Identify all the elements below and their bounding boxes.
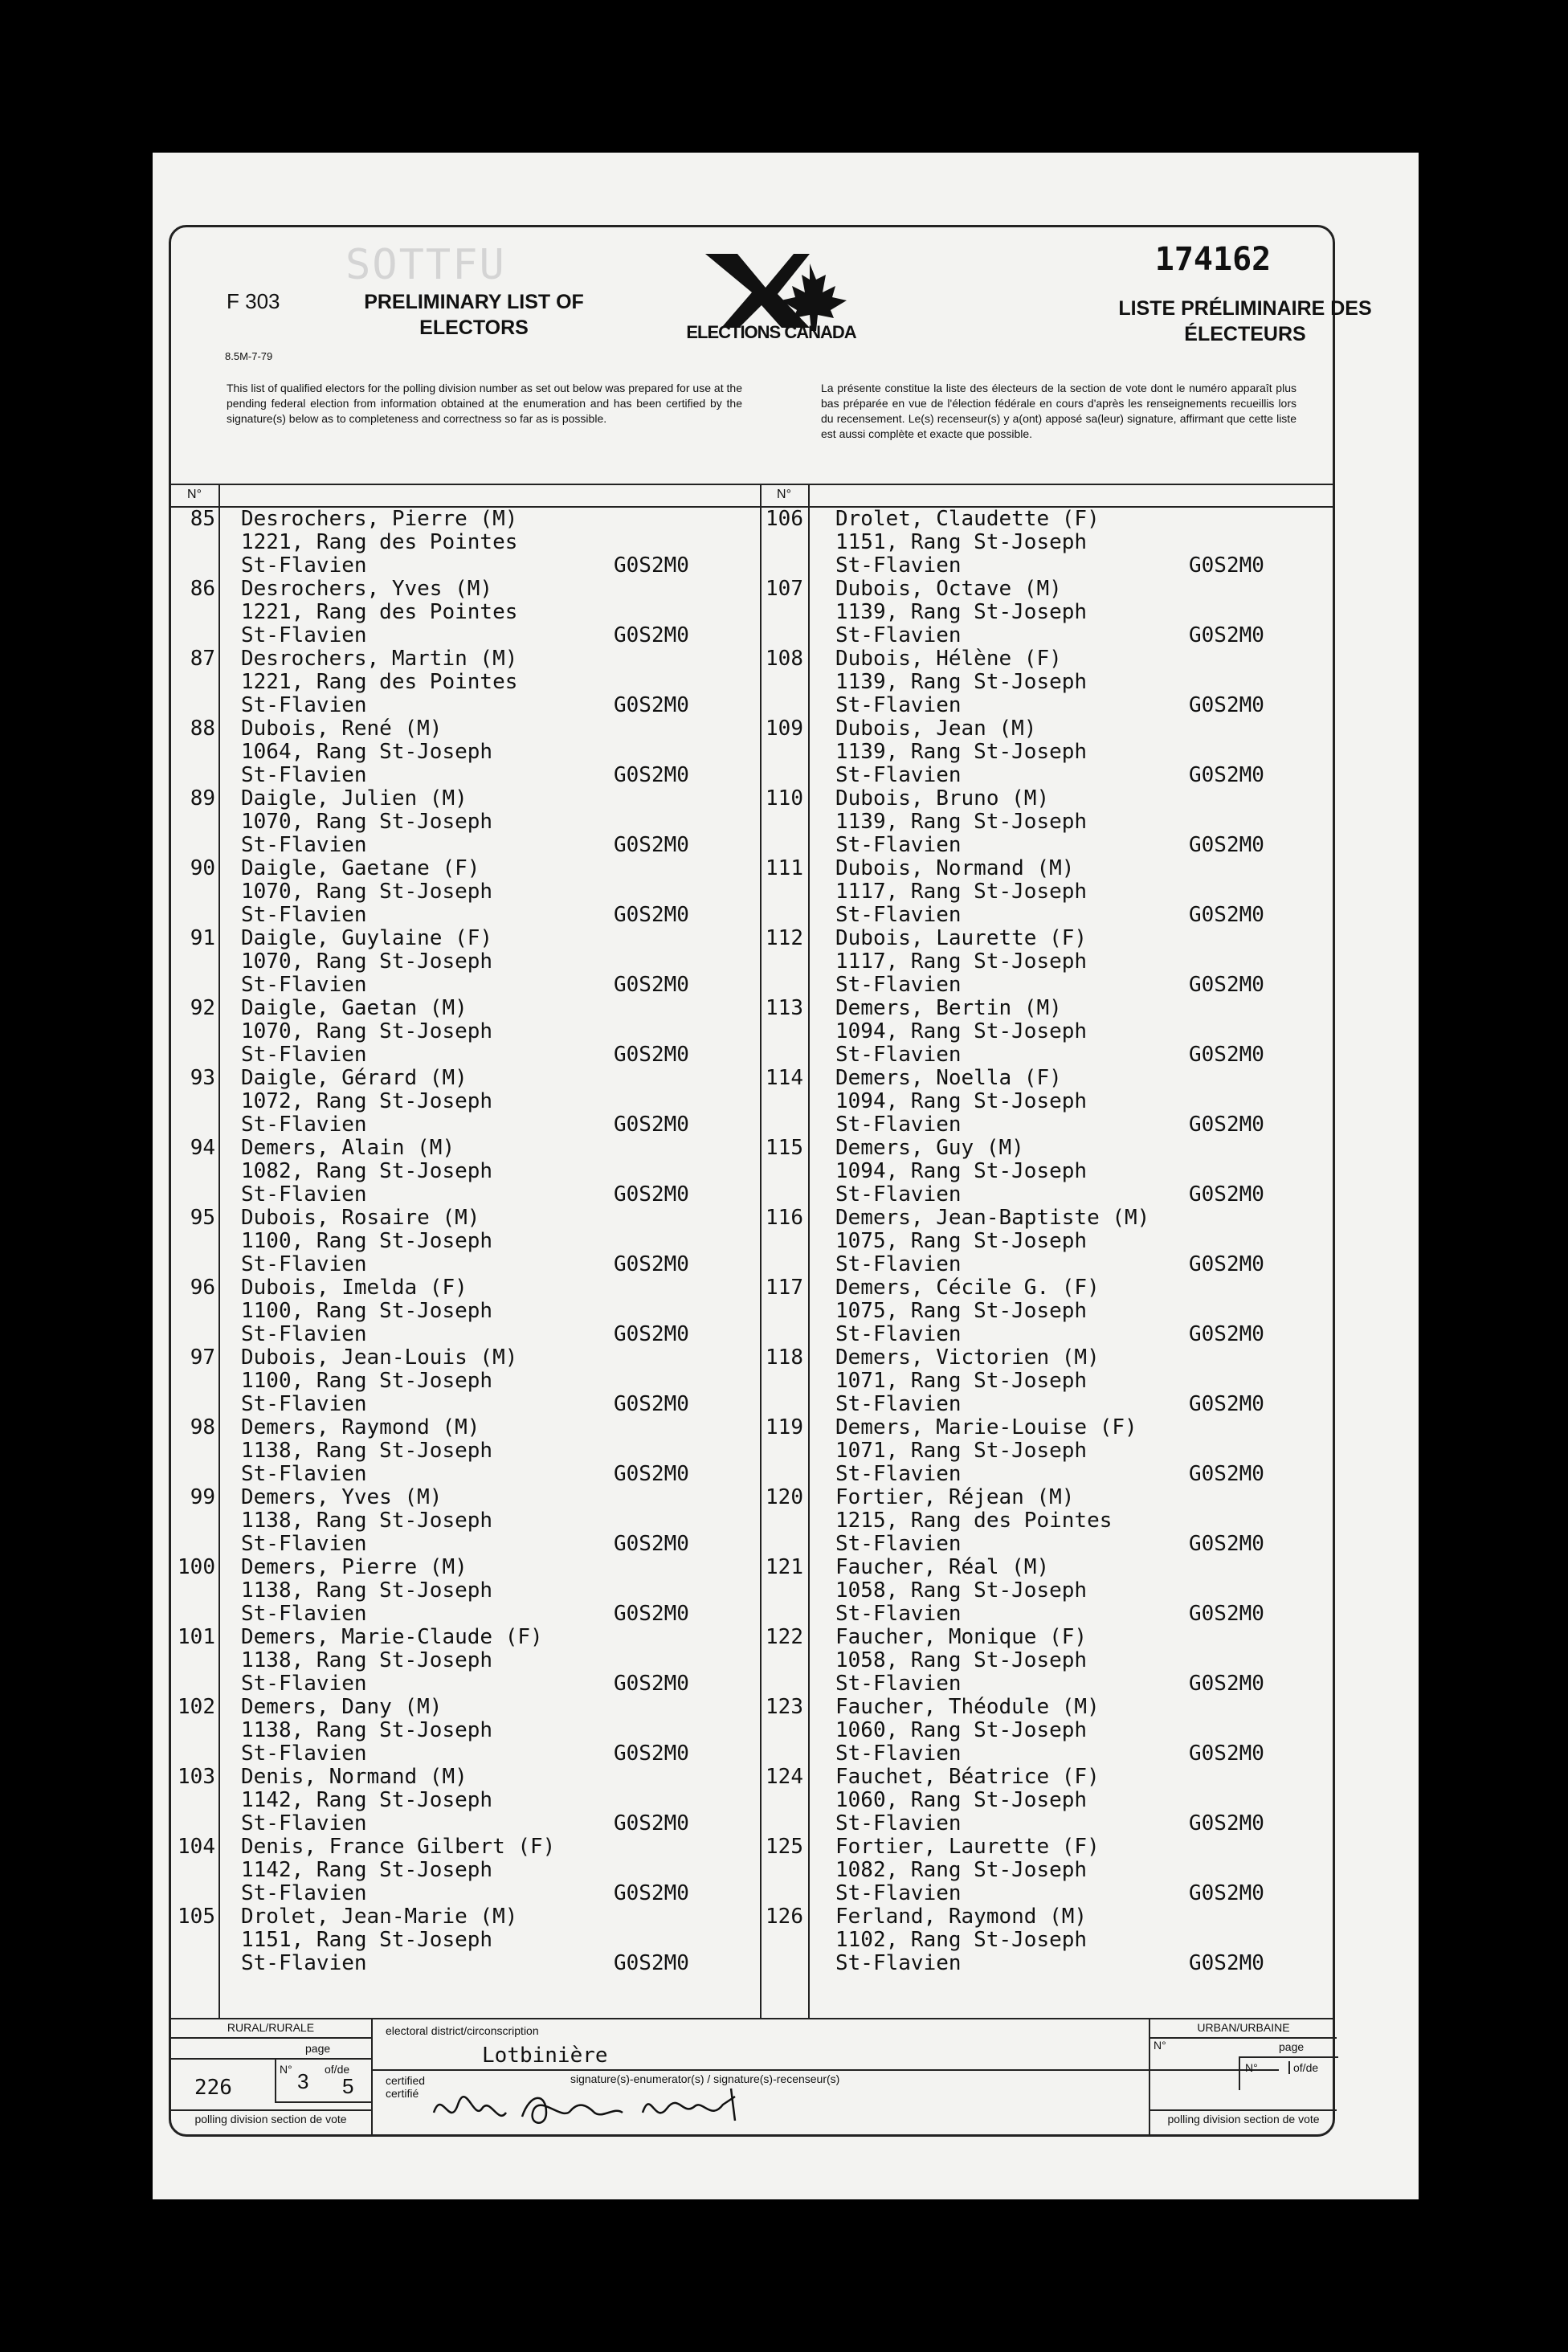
elector-address: 1102, Rang St-Joseph (835, 1928, 1088, 1952)
elector-address: 1064, Rang St-Joseph (241, 740, 493, 764)
elector-address: 1151, Rang St-Joseph (241, 1928, 493, 1952)
page-number: 3 (297, 2069, 309, 2093)
elector-city: St-Flavien (241, 833, 367, 857)
elector-postal-code: G0S2M0 (614, 903, 689, 927)
urban-page-box (1239, 2056, 1338, 2090)
elector-address: 1060, Rang St-Joseph (835, 1718, 1088, 1742)
polling-division-label: polling division section de vote (170, 2109, 371, 2125)
page-of-label: of/de (325, 2063, 350, 2076)
elector-city: St-Flavien (835, 1113, 962, 1137)
elector-address: 1100, Rang St-Joseph (241, 1369, 493, 1393)
rural-label: RURAL/RURALE (170, 2021, 371, 2039)
elector-name: Desrochers, Pierre (M) (241, 507, 518, 531)
elector-postal-code: G0S2M0 (1189, 1672, 1264, 1696)
elector-postal-code: G0S2M0 (614, 1462, 689, 1486)
elector-postal-code: G0S2M0 (614, 973, 689, 997)
elector-number: 121 (766, 1555, 803, 1579)
elector-address: 1094, Rang St-Joseph (835, 1159, 1088, 1183)
elector-number: 108 (766, 647, 803, 671)
elector-name: Daigle, Gaetan (M) (241, 996, 468, 1020)
elector-name: Faucher, Monique (F) (835, 1625, 1088, 1649)
elector-postal-code: G0S2M0 (1189, 1532, 1264, 1556)
elector-address: 1138, Rang St-Joseph (241, 1648, 493, 1672)
elector-number: 90 (190, 856, 215, 880)
elector-number: 120 (766, 1485, 803, 1509)
elector-city: St-Flavien (835, 833, 962, 857)
elector-address: 1221, Rang des Pointes (241, 670, 518, 694)
elector-address: 1060, Rang St-Joseph (835, 1788, 1088, 1812)
elector-name: Ferland, Raymond (M) (835, 1905, 1088, 1929)
elector-city: St-Flavien (835, 1742, 962, 1766)
elector-name: Fauchet, Béatrice (F) (835, 1765, 1100, 1789)
elector-city: St-Flavien (835, 903, 962, 927)
elector-postal-code: G0S2M0 (1189, 1392, 1264, 1416)
number-header-left: N° (187, 488, 202, 501)
elector-name: Demers, Yves (M) (241, 1485, 443, 1509)
elector-number: 118 (766, 1345, 803, 1370)
elector-city: St-Flavien (241, 1532, 367, 1556)
elector-name: Demers, Bertin (M) (835, 996, 1062, 1020)
elector-number: 85 (190, 507, 215, 531)
elector-number: 117 (766, 1276, 803, 1300)
elector-city: St-Flavien (241, 1043, 367, 1067)
elector-city: St-Flavien (241, 623, 367, 647)
elector-postal-code: G0S2M0 (614, 1742, 689, 1766)
elector-postal-code: G0S2M0 (1189, 973, 1264, 997)
elector-postal-code: G0S2M0 (614, 1811, 689, 1835)
elector-name: Denis, Normand (M) (241, 1765, 468, 1789)
elector-city: St-Flavien (241, 1742, 367, 1766)
elector-address: 1094, Rang St-Joseph (835, 1019, 1088, 1043)
elector-number: 103 (178, 1765, 215, 1789)
elector-number: 86 (190, 577, 215, 601)
elector-number: 109 (766, 717, 803, 741)
urban-label: URBAN/URBAINE (1150, 2021, 1337, 2039)
elector-address: 1142, Rang St-Joseph (241, 1788, 493, 1812)
title-english: PRELIMINARY LIST OF ELECTORS (364, 291, 584, 339)
elector-number: 110 (766, 786, 803, 811)
elector-city: St-Flavien (835, 1672, 962, 1696)
elector-city: St-Flavien (241, 1252, 367, 1276)
certified-label: certified certifié (386, 2074, 426, 2100)
faded-stamp: SOTTFU (345, 241, 506, 289)
elector-number: 106 (766, 507, 803, 531)
elector-address: 1221, Rang des Pointes (241, 530, 518, 554)
signature-label: signature(s)-enumerator(s) / signature(s)-recenseur(s) (570, 2072, 840, 2085)
elector-name: Dubois, Rosaire (M) (241, 1206, 480, 1230)
elector-city: St-Flavien (835, 1182, 962, 1207)
elector-city: St-Flavien (835, 763, 962, 787)
logo-text: ELECTIONS CANADA (686, 322, 856, 342)
elector-postal-code: G0S2M0 (614, 553, 689, 578)
elector-name: Dubois, René (M) (241, 717, 443, 741)
enumerator-signature (426, 2080, 763, 2137)
elector-name: Dubois, Octave (M) (835, 577, 1062, 601)
elector-city: St-Flavien (835, 1252, 962, 1276)
elector-number: 98 (190, 1415, 215, 1439)
elector-name: Faucher, Réal (M) (835, 1555, 1050, 1579)
elector-city: St-Flavien (241, 1322, 367, 1346)
elector-number: 124 (766, 1765, 803, 1789)
district-rule (371, 2069, 1279, 2071)
print-code: 8.5M-7-79 (225, 350, 273, 362)
elector-city: St-Flavien (241, 903, 367, 927)
elector-postal-code: G0S2M0 (1189, 1182, 1264, 1207)
elector-address: 1138, Rang St-Joseph (241, 1578, 493, 1603)
elector-name: Desrochers, Yves (M) (241, 577, 493, 601)
elector-postal-code: G0S2M0 (614, 1951, 689, 1975)
elector-number: 101 (178, 1625, 215, 1649)
urban-of-label: of/de (1288, 2061, 1318, 2074)
urban-page-label: page (1279, 2040, 1305, 2053)
elector-postal-code: G0S2M0 (614, 623, 689, 647)
elector-postal-code: G0S2M0 (614, 1043, 689, 1067)
elector-number: 97 (190, 1345, 215, 1370)
title-french: LISTE PRÉLIMINAIRE DES ÉLECTEURS (1118, 297, 1372, 345)
elector-number: 95 (190, 1206, 215, 1230)
elector-postal-code: G0S2M0 (614, 763, 689, 787)
number-header-right: N° (777, 488, 791, 501)
elector-name: Denis, France Gilbert (F) (241, 1835, 556, 1859)
elector-postal-code: G0S2M0 (1189, 1881, 1264, 1905)
elector-postal-code: G0S2M0 (614, 693, 689, 717)
elector-number: 107 (766, 577, 803, 601)
elector-city: St-Flavien (241, 1811, 367, 1835)
elector-name: Daigle, Gérard (M) (241, 1066, 468, 1090)
elector-name: Demers, Pierre (M) (241, 1555, 468, 1579)
elector-postal-code: G0S2M0 (1189, 1113, 1264, 1137)
elector-address: 1138, Rang St-Joseph (241, 1509, 493, 1533)
polling-division-number: 226 (194, 2076, 232, 2100)
elector-city: St-Flavien (241, 973, 367, 997)
page-box (275, 2060, 373, 2103)
elector-number: 122 (766, 1625, 803, 1649)
district-label: electoral district/circonscription (386, 2024, 539, 2037)
elector-number: 99 (190, 1485, 215, 1509)
elector-postal-code: G0S2M0 (1189, 1462, 1264, 1486)
elector-city: St-Flavien (241, 553, 367, 578)
elector-number: 114 (766, 1066, 803, 1090)
elector-name: Demers, Alain (M) (241, 1136, 455, 1160)
rural-box (170, 2018, 373, 2137)
elector-address: 1138, Rang St-Joseph (241, 1439, 493, 1463)
elector-name: Demers, Noella (F) (835, 1066, 1062, 1090)
elector-postal-code: G0S2M0 (614, 1322, 689, 1346)
elector-postal-code: G0S2M0 (614, 1602, 689, 1626)
urban-polling-label: polling division section de vote (1150, 2109, 1337, 2125)
intro-french: La présente constitue la liste des électeurs de la section de vote dont le numéro apparaît plus bas préparée en vue de l'élection fédérale en cours d'après les renseignements recueillis lors du recensement. Le(s) recenseur(s) y a(ont) apposé sa(leur) signature, affirmant que cette liste est aussi complète et exacte que possible. (821, 382, 1296, 440)
elector-name: Dubois, Bruno (M) (835, 786, 1050, 811)
elector-city: St-Flavien (835, 623, 962, 647)
elector-name: Dubois, Hélène (F) (835, 647, 1062, 671)
elector-number: 119 (766, 1415, 803, 1439)
elector-address: 1139, Rang St-Joseph (835, 740, 1088, 764)
elector-address: 1072, Rang St-Joseph (241, 1089, 493, 1113)
elector-number: 96 (190, 1276, 215, 1300)
elector-city: St-Flavien (835, 1322, 962, 1346)
elector-address: 1139, Rang St-Joseph (835, 670, 1088, 694)
elector-number: 87 (190, 647, 215, 671)
rural-page-label: page (305, 2042, 331, 2055)
elector-postal-code: G0S2M0 (1189, 763, 1264, 787)
elector-address: 1151, Rang St-Joseph (835, 530, 1088, 554)
elector-postal-code: G0S2M0 (1189, 1742, 1264, 1766)
urban-box (1149, 2018, 1337, 2137)
left-number-column-rule (218, 484, 220, 2018)
elector-city: St-Flavien (835, 1881, 962, 1905)
elector-name: Demers, Raymond (M) (241, 1415, 480, 1439)
elector-city: St-Flavien (835, 1043, 962, 1067)
elector-name: Demers, Guy (M) (835, 1136, 1024, 1160)
elector-number: 88 (190, 717, 215, 741)
elector-city: St-Flavien (835, 1462, 962, 1486)
form-number: F 303 (227, 289, 280, 313)
elector-city: St-Flavien (241, 1951, 367, 1975)
elector-number: 93 (190, 1066, 215, 1090)
elector-name: Demers, Jean-Baptiste (M) (835, 1206, 1150, 1230)
elector-address: 1075, Rang St-Joseph (835, 1229, 1088, 1253)
elector-name: Fortier, Réjean (M) (835, 1485, 1075, 1509)
elector-city: St-Flavien (835, 1532, 962, 1556)
elector-address: 1082, Rang St-Joseph (241, 1159, 493, 1183)
elector-postal-code: G0S2M0 (614, 1113, 689, 1137)
elector-address: 1071, Rang St-Joseph (835, 1369, 1088, 1393)
elector-address: 1117, Rang St-Joseph (835, 880, 1088, 904)
elector-postal-code: G0S2M0 (614, 1182, 689, 1207)
elector-name: Desrochers, Martin (M) (241, 647, 518, 671)
elector-address: 1094, Rang St-Joseph (835, 1089, 1088, 1113)
elector-postal-code: G0S2M0 (614, 1532, 689, 1556)
elector-city: St-Flavien (241, 1602, 367, 1626)
page-no-label: N° (280, 2063, 292, 2076)
elector-city: St-Flavien (835, 973, 962, 997)
elector-name: Demers, Marie-Louise (F) (835, 1415, 1137, 1439)
elector-address: 1221, Rang des Pointes (241, 600, 518, 624)
elector-address: 1139, Rang St-Joseph (835, 810, 1088, 834)
elector-name: Demers, Marie-Claude (F) (241, 1625, 543, 1649)
document-page (153, 153, 1419, 2199)
elector-number: 94 (190, 1136, 215, 1160)
elector-city: St-Flavien (835, 1811, 962, 1835)
elector-postal-code: G0S2M0 (1189, 1043, 1264, 1067)
elector-address: 1100, Rang St-Joseph (241, 1229, 493, 1253)
elector-postal-code: G0S2M0 (1189, 903, 1264, 927)
elector-postal-code: G0S2M0 (614, 1672, 689, 1696)
elector-city: St-Flavien (835, 693, 962, 717)
elector-name: Dubois, Imelda (F) (241, 1276, 468, 1300)
elector-name: Demers, Cécile G. (F) (835, 1276, 1100, 1300)
elector-city: St-Flavien (241, 1113, 367, 1137)
elector-city: St-Flavien (835, 1951, 962, 1975)
elector-name: Faucher, Théodule (M) (835, 1695, 1100, 1719)
elector-city: St-Flavien (241, 1672, 367, 1696)
elector-name: Demers, Victorien (M) (835, 1345, 1100, 1370)
elector-city: St-Flavien (241, 1881, 367, 1905)
elector-number: 111 (766, 856, 803, 880)
elector-name: Demers, Dany (M) (241, 1695, 443, 1719)
elector-number: 126 (766, 1905, 803, 1929)
elector-name: Dubois, Jean (M) (835, 717, 1037, 741)
elector-number: 105 (178, 1905, 215, 1929)
elector-postal-code: G0S2M0 (1189, 693, 1264, 717)
elector-city: St-Flavien (241, 693, 367, 717)
elector-name: Fortier, Laurette (F) (835, 1835, 1100, 1859)
elector-address: 1058, Rang St-Joseph (835, 1578, 1088, 1603)
elector-address: 1070, Rang St-Joseph (241, 810, 493, 834)
elector-postal-code: G0S2M0 (614, 833, 689, 857)
urban-no-label: N° (1154, 2039, 1166, 2052)
elector-city: St-Flavien (835, 1602, 962, 1626)
elector-postal-code: G0S2M0 (614, 1881, 689, 1905)
elector-address: 1070, Rang St-Joseph (241, 1019, 493, 1043)
elector-city: St-Flavien (241, 1462, 367, 1486)
elector-address: 1070, Rang St-Joseph (241, 949, 493, 974)
elector-number: 91 (190, 926, 215, 950)
elector-name: Daigle, Julien (M) (241, 786, 468, 811)
elector-name: Dubois, Jean-Louis (M) (241, 1345, 518, 1370)
serial-number: 174162 (1154, 241, 1272, 278)
elector-city: St-Flavien (241, 1392, 367, 1416)
elector-city: St-Flavien (241, 1182, 367, 1207)
right-number-column-rule (808, 484, 810, 2018)
elector-name: Drolet, Claudette (F) (835, 507, 1100, 531)
elector-name: Drolet, Jean-Marie (M) (241, 1905, 518, 1929)
elector-address: 1058, Rang St-Joseph (835, 1648, 1088, 1672)
elector-address: 1070, Rang St-Joseph (241, 880, 493, 904)
intro-english: This list of qualified electors for the polling division number as set out below was prepared for use at the pending federal election from information obtained at the enumeration and has been certified by the signature(s) below as to completeness and correctness so far as is possible. (227, 382, 742, 425)
elector-address: 1215, Rang des Pointes (835, 1509, 1113, 1533)
elector-city: St-Flavien (835, 1392, 962, 1416)
elector-postal-code: G0S2M0 (1189, 833, 1264, 857)
elector-number: 115 (766, 1136, 803, 1160)
elector-city: St-Flavien (835, 553, 962, 578)
elector-address: 1139, Rang St-Joseph (835, 600, 1088, 624)
elector-postal-code: G0S2M0 (1189, 1322, 1264, 1346)
elector-postal-code: G0S2M0 (1189, 553, 1264, 578)
elector-address: 1138, Rang St-Joseph (241, 1718, 493, 1742)
elector-number: 92 (190, 996, 215, 1020)
elector-postal-code: G0S2M0 (1189, 1951, 1264, 1975)
elector-postal-code: G0S2M0 (614, 1392, 689, 1416)
elector-city: St-Flavien (241, 763, 367, 787)
elector-name: Dubois, Normand (M) (835, 856, 1075, 880)
elector-address: 1100, Rang St-Joseph (241, 1299, 493, 1323)
elector-number: 89 (190, 786, 215, 811)
elector-number: 102 (178, 1695, 215, 1719)
elector-number: 125 (766, 1835, 803, 1859)
elector-postal-code: G0S2M0 (614, 1252, 689, 1276)
list-top-rule (170, 484, 1335, 485)
elector-number: 116 (766, 1206, 803, 1230)
elector-postal-code: G0S2M0 (1189, 623, 1264, 647)
elector-number: 123 (766, 1695, 803, 1719)
elector-number: 112 (766, 926, 803, 950)
elector-postal-code: G0S2M0 (1189, 1252, 1264, 1276)
page-total: 5 (342, 2074, 354, 2098)
elector-address: 1075, Rang St-Joseph (835, 1299, 1088, 1323)
elector-name: Dubois, Laurette (F) (835, 926, 1088, 950)
elector-address: 1142, Rang St-Joseph (241, 1858, 493, 1882)
elector-name: Daigle, Gaetane (F) (241, 856, 480, 880)
elector-address: 1117, Rang St-Joseph (835, 949, 1088, 974)
elector-number: 104 (178, 1835, 215, 1859)
elector-number: 113 (766, 996, 803, 1020)
elector-number: 100 (178, 1555, 215, 1579)
electoral-district: Lotbinière (482, 2044, 608, 2068)
urban-page-no-label: N° (1245, 2061, 1258, 2074)
elector-address: 1082, Rang St-Joseph (835, 1858, 1088, 1882)
elector-postal-code: G0S2M0 (1189, 1602, 1264, 1626)
elector-address: 1071, Rang St-Joseph (835, 1439, 1088, 1463)
elector-postal-code: G0S2M0 (1189, 1811, 1264, 1835)
elector-name: Daigle, Guylaine (F) (241, 926, 493, 950)
